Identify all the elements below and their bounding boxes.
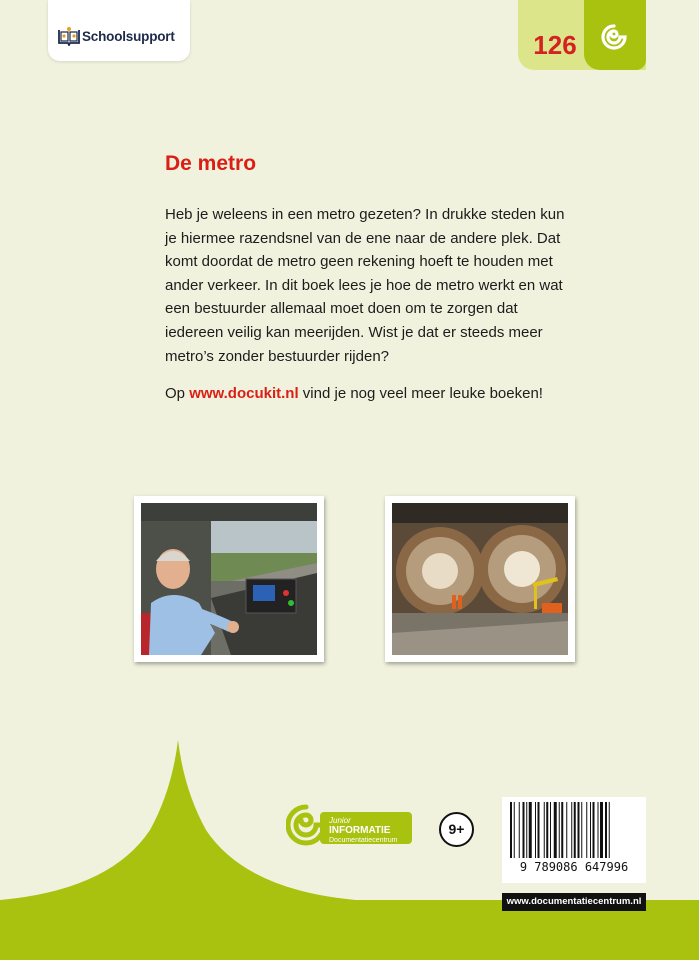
series-number: 126: [533, 30, 577, 60]
junior-informatie-logo: [286, 803, 414, 849]
logo-line-documentatiecentrum: Documentatiecentrum: [329, 837, 398, 844]
spiral-icon: [599, 22, 629, 52]
metro-tunnel-construction-photo: [392, 503, 568, 655]
metro-driver-photo: [141, 503, 317, 655]
schoolsupport-logo: [48, 0, 190, 61]
website-line: [165, 385, 585, 402]
barcode: [502, 797, 646, 883]
book-title: De metro: [165, 152, 257, 175]
logo-line-informatie: INFORMATIE: [329, 825, 391, 836]
photo-metro-driver: [134, 496, 324, 662]
brand-name: Schoolsupport: [82, 29, 175, 44]
publisher-url: www.documentatiecentrum.nl: [502, 893, 646, 911]
logo-line-junior: Junior: [329, 816, 351, 825]
photo-metro-tunnel: [385, 496, 575, 662]
barcode-bars: [510, 802, 638, 860]
website-suffix: vind je nog veel meer leuke boeken!: [298, 385, 543, 402]
website-prefix: Op: [165, 385, 190, 402]
blurb-text: Heb je weleens in een metro gezeten? In drukke steden kun je hiermee razendsnel van de ene naar de andere plek. Dat komt doordat de metro geen rekening hoeft te houden met ander verkeer. In dit boek lees je hoe de metro werkt en wat een bestuurder allemaal moet doen om te zorgen dat iedereen veilig kan meerijden. Wist je dat er steeds meer metro’s zonder bestuurder rijden?: [165, 206, 565, 365]
docukit-link[interactable]: www.docukit.nl: [189, 385, 299, 402]
series-icon-background: [584, 0, 646, 70]
book-stars-icon: [58, 26, 80, 46]
age-badge: 9+: [439, 812, 474, 847]
series-badge: [518, 0, 646, 70]
isbn-number: 9 789086 647996: [519, 860, 629, 874]
